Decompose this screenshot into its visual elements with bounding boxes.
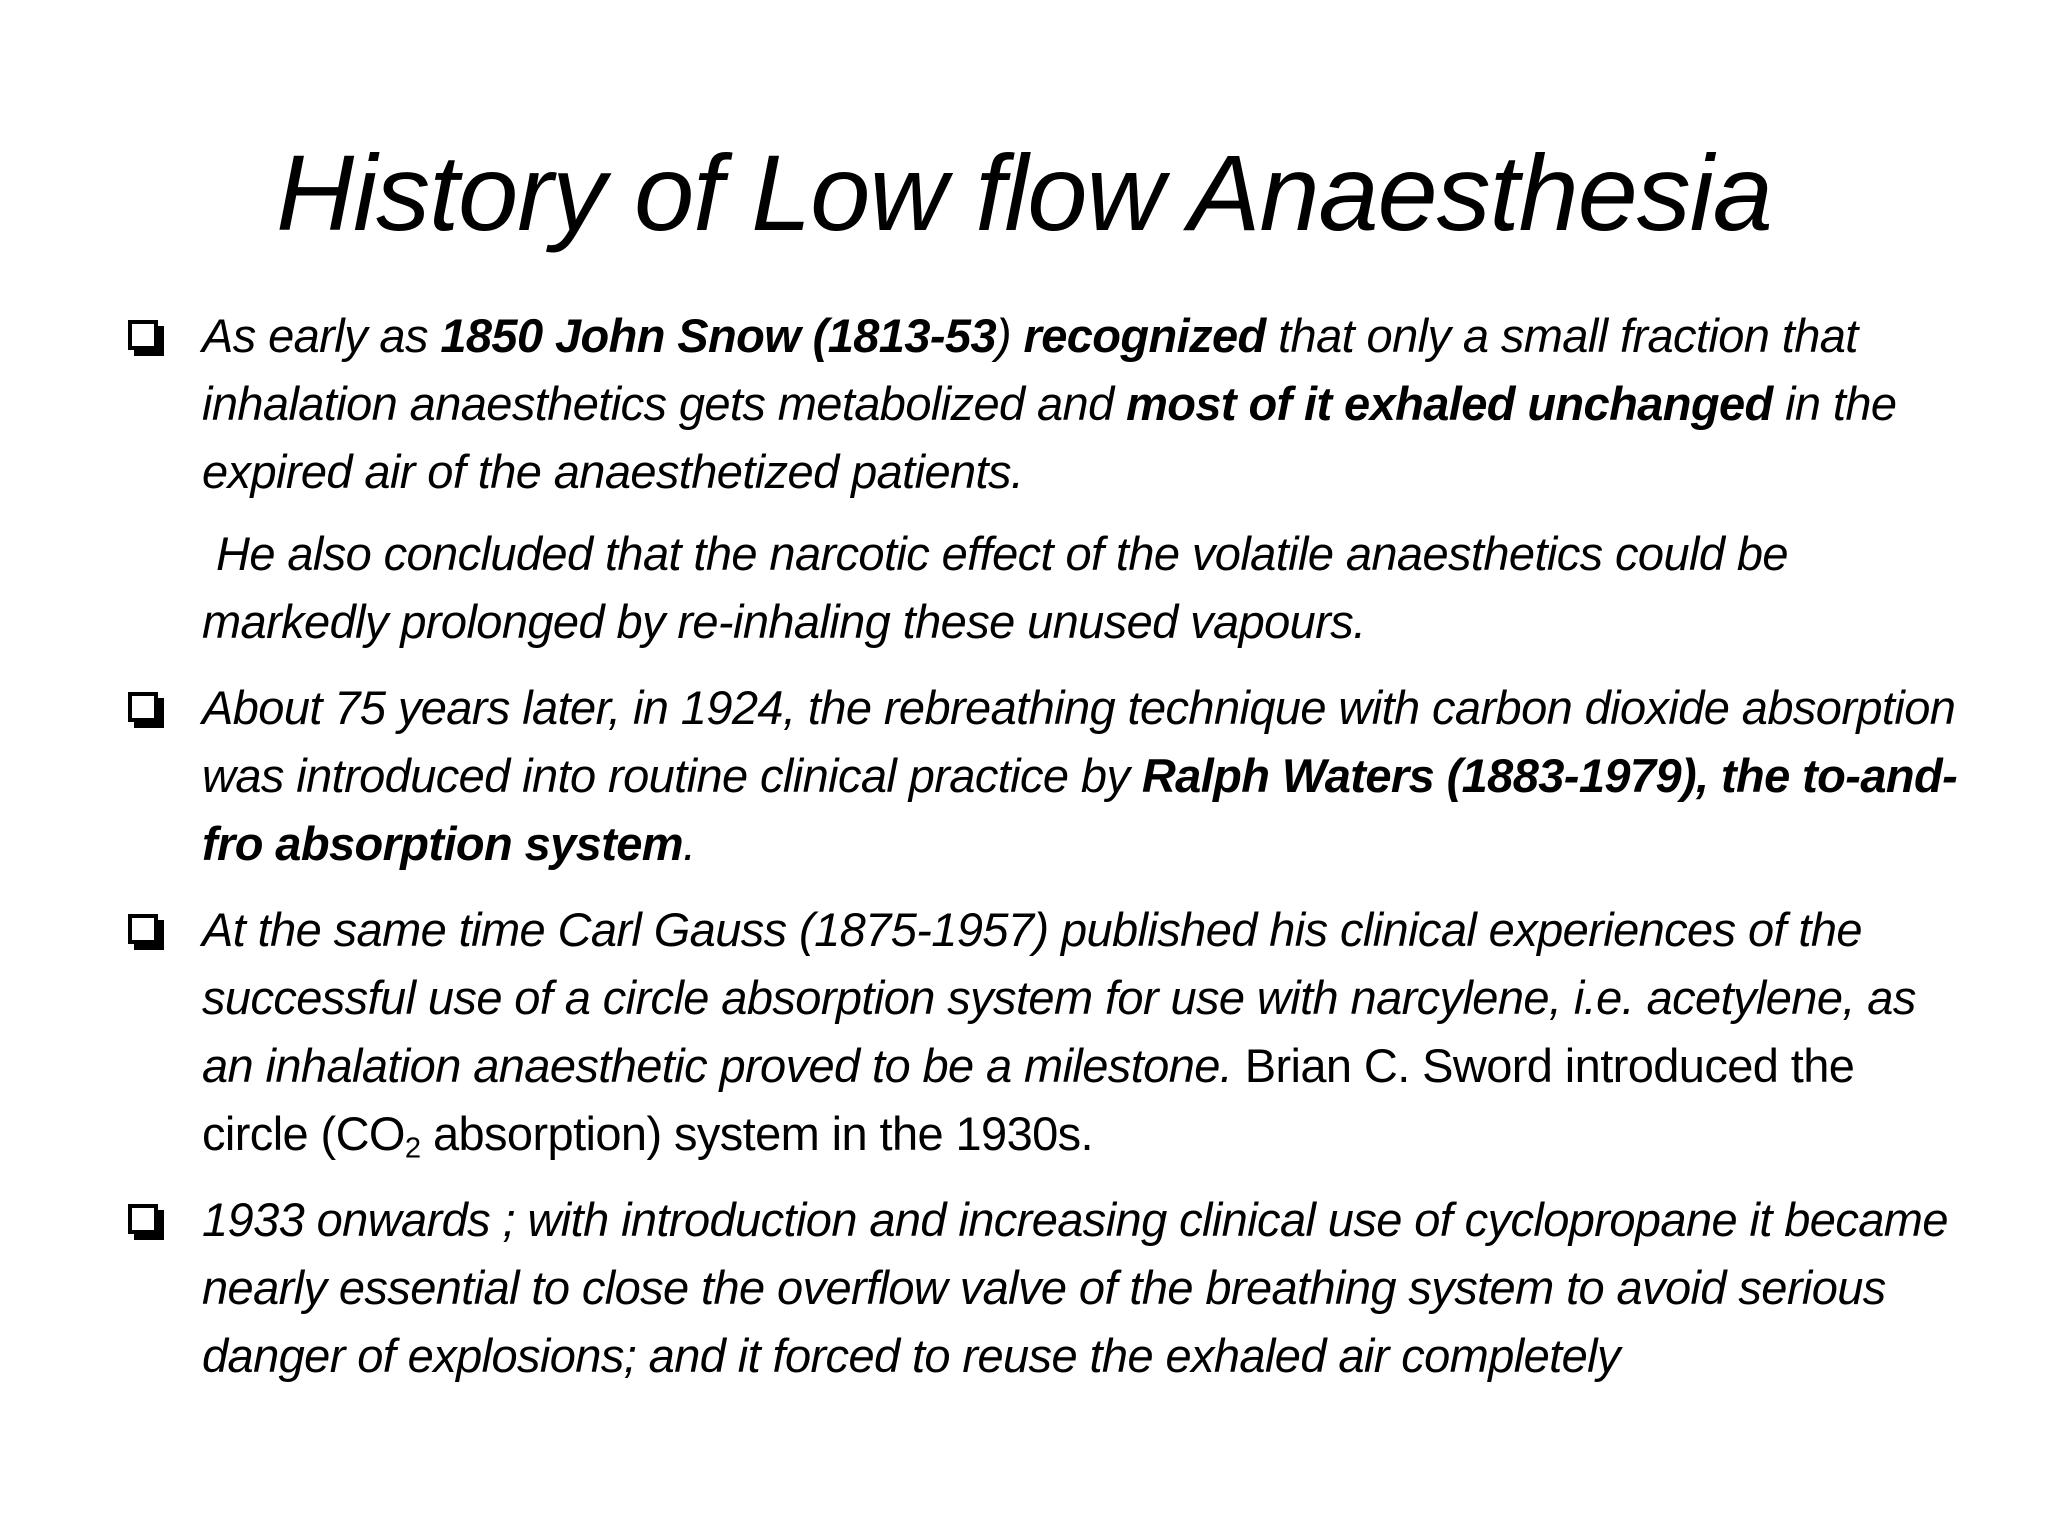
bold-text: Ralph Waters (1883-1979), the to-and-fro absorption system <box>202 749 1958 870</box>
bullet-item-cyclopropane <box>122 1186 1962 1390</box>
paragraph <box>202 302 1962 506</box>
paragraph <box>202 1186 1962 1390</box>
text-span: in the expired air of the anaesthetized patients. <box>202 377 1897 498</box>
bold-text: most of it exhaled unchanged <box>1126 377 1773 430</box>
slide-title: History of Low flow Anaesthesia <box>276 132 1772 253</box>
bullet-item-john-snow <box>122 302 1962 656</box>
text-span: About 75 years later, in 1924, the rebreathing technique with carbon dioxide absorption was introduced into routine clinical practice by <box>202 681 1956 802</box>
paragraph <box>202 674 1962 878</box>
checkbox-square-icon <box>128 1204 158 1234</box>
checkbox-square-icon <box>128 692 158 722</box>
subscript-text: 2 <box>404 1132 421 1165</box>
text-span: that only a small fraction that inhalation anaesthetics gets metabolized and <box>202 309 1858 430</box>
paragraph <box>202 520 1962 656</box>
text-span: As early as <box>202 309 441 362</box>
bullet-list <box>122 302 1962 1408</box>
text-span: . <box>683 817 696 870</box>
text-span: He also concluded that the narcotic effect of the volatile anaesthetics could be markedly prolonged by re-inhaling these unused vapours. <box>202 527 1788 648</box>
bold-text: 1850 John Snow (1813-53 <box>440 309 997 362</box>
bold-text: recognized <box>1023 309 1266 362</box>
regular-text: Brian C. Sword introduced the circle (CO <box>202 1039 1855 1160</box>
text-span: ) <box>996 309 1024 362</box>
regular-text: absorption) system in the 1930s. <box>420 1107 1094 1160</box>
text-span: At the same time Carl Gauss (1875-1957) published his clinical experiences of the successful use of a circle absorption system for use with narcylene, i.e. acetylene, as an inhalation anaesthetic proved to be a milestone. <box>202 903 1916 1092</box>
bullet-item-ralph-waters <box>122 674 1962 878</box>
text-span: 1933 onwards ; with introduction and increasing clinical use of cyclopropane it became nearly essential to close the overflow valve of the breathing system to avoid serious danger of explosions; and it forced to reuse the exhaled air completely <box>202 1193 1948 1382</box>
checkbox-square-icon <box>128 320 158 350</box>
checkbox-square-icon <box>128 914 158 944</box>
paragraph <box>202 896 1962 1168</box>
bullet-item-carl-gauss <box>122 896 1962 1168</box>
